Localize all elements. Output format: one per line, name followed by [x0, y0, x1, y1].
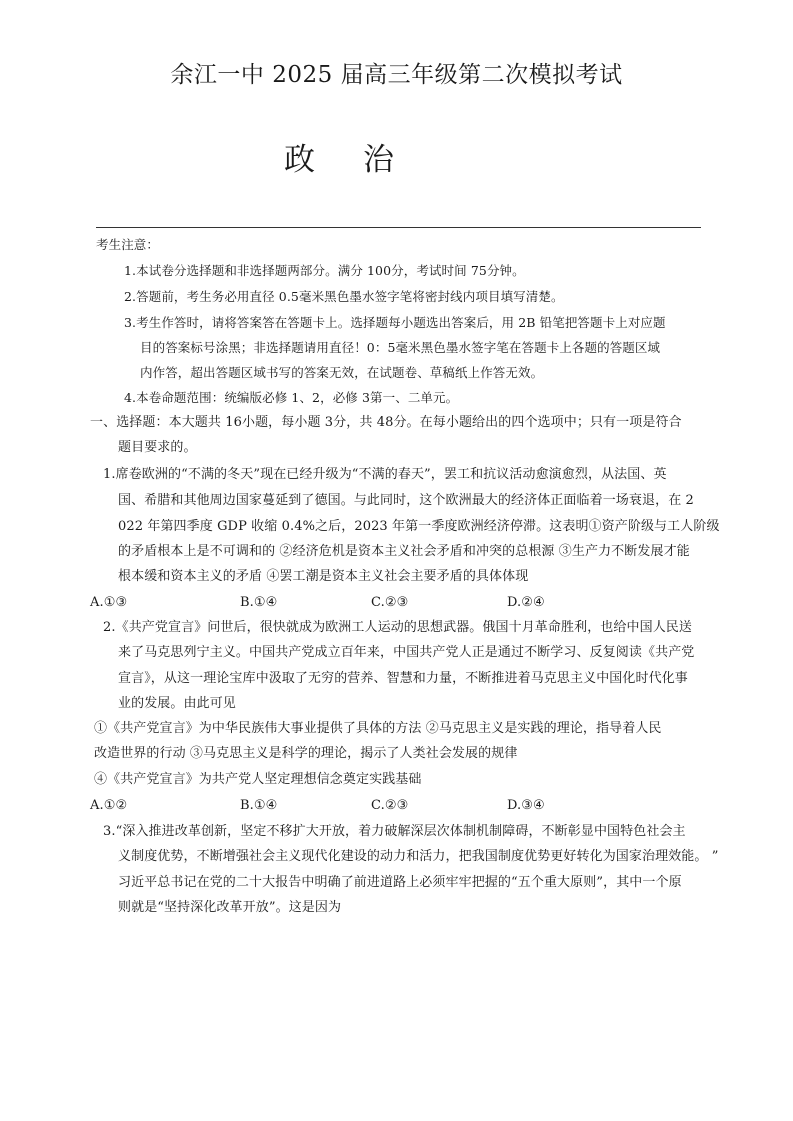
notice-item-cont: 目的答案标号涂黑；非选择题请用直径！0：5毫米黑色墨水签字笔在答题卡上各题的答题区域: [140, 340, 661, 355]
question-2-statement: ④《共产党宣言》为共产党人坚定理想信念奠定实践基础: [94, 772, 422, 787]
exam-title: 余江一中 2025 届高三年级第二次模拟考试: [170, 62, 623, 88]
question-2-option-b[interactable]: B.①④: [240, 798, 278, 813]
section-heading-cont: 题目要求的。: [118, 440, 197, 455]
subject-char-2: 治: [363, 142, 394, 178]
question-1-option-b[interactable]: B.①④: [240, 595, 278, 610]
notice-item: 4.本卷命题范围：统编版必修 1、2，必修 3第一、二单元。: [124, 390, 459, 405]
question-2-option-a[interactable]: A.①②: [90, 798, 128, 813]
question-2-line: 业的发展。由此可见: [118, 696, 236, 711]
question-3-line: 则就是“坚持深化改革开放”。这是因为: [118, 900, 342, 915]
question-3-line: 3.“深入推进改革创新，坚定不移扩大开放，着力破解深层次体制机制障碍，不断彰显中国特色社会主: [103, 824, 686, 839]
question-1-line: 根本缓和资本主义的矛盾 ④罢工潮是资本主义社会主要矛盾的具体体现: [118, 569, 529, 584]
question-2-statement: ①《共产党宣言》为中华民族伟大事业提供了具体的方法 ②马克思主义是实践的理论，指导着人民: [94, 721, 662, 736]
question-2-option-c[interactable]: C.②③: [371, 798, 409, 813]
question-1-line: 的矛盾根本上是不可调和的 ②经济危机是资本主义社会矛盾和冲突的总根源 ③生产力不断发展才能: [118, 544, 690, 559]
question-1-line: 022 年第四季度 GDP 收缩 0.4%之后，2023 年第一季度欧洲经济停滞。这表明①资产阶级与工人阶级: [118, 519, 720, 534]
question-2-statement: 改造世界的行动 ③马克思主义是科学的理论，揭示了人类社会发展的规律: [94, 746, 518, 761]
notice-heading: 考生注意：: [96, 237, 160, 252]
question-3-line: 习近平总书记在党的二十大报告中明确了前进道路上必须牢牢把握的“五个重大原则”，其中一个原: [118, 875, 682, 890]
question-1-option-a[interactable]: A.①③: [90, 595, 128, 610]
notice-item: 2.答题前，考生务必用直径 0.5毫米黑色墨水签字笔将密封线内项目填写清楚。: [124, 289, 564, 304]
question-2-option-d[interactable]: D.③④: [507, 798, 545, 813]
question-1-option-d[interactable]: D.②④: [507, 595, 545, 610]
notice-item: 1.本试卷分选择题和非选择题两部分。满分 100分，考试时间 75分钟。: [124, 263, 525, 278]
notice-item-cont: 内作答，超出答题区域书写的答案无效，在试题卷、草稿纸上作答无效。: [140, 365, 544, 380]
header-divider: [96, 227, 701, 228]
question-1-line: 1.席卷欧洲的“不满的冬天”现在已经升级为“不满的春天”，罢工和抗议活动愈演愈烈，从法国、英: [103, 467, 667, 482]
section-heading: 一、选择题：本大题共 16小题，每小题 3分，共 48分。在每小题给出的四个选项中；只有一项是符合: [90, 415, 682, 430]
notice-item: 3.考生作答时，请将答案答在答题卡上。选择题每小题选出答案后，用 2B 铅笔把答题卡上对应题: [124, 315, 666, 330]
subject-title: [284, 134, 394, 179]
question-2-line: 2.《共产党宣言》问世后，很快就成为欧洲工人运动的思想武器。俄国十月革命胜利，也给中国人民送: [103, 620, 693, 635]
question-3-line: 义制度优势，不断增强社会主义现代化建设的动力和活力，把我国制度优势更好转化为国家治理效能。 ”: [118, 849, 719, 864]
question-1-option-c[interactable]: C.②③: [371, 595, 409, 610]
question-2-line: 来了马克思列宁主义。中国共产党成立百年来，中国共产党人正是通过不断学习、反复阅读《共产党: [118, 645, 695, 660]
question-1-line: 国、希腊和其他周边国家蔓延到了德国。与此同时，这个欧洲最大的经济体正面临着一场衰退，在 2: [118, 493, 694, 508]
question-2-line: 宣言》，从这一理论宝库中汲取了无穷的营养、智慧和力量，不断推进着马克思主义中国化时代化事: [118, 671, 688, 686]
subject-char-1: 政: [284, 142, 315, 178]
